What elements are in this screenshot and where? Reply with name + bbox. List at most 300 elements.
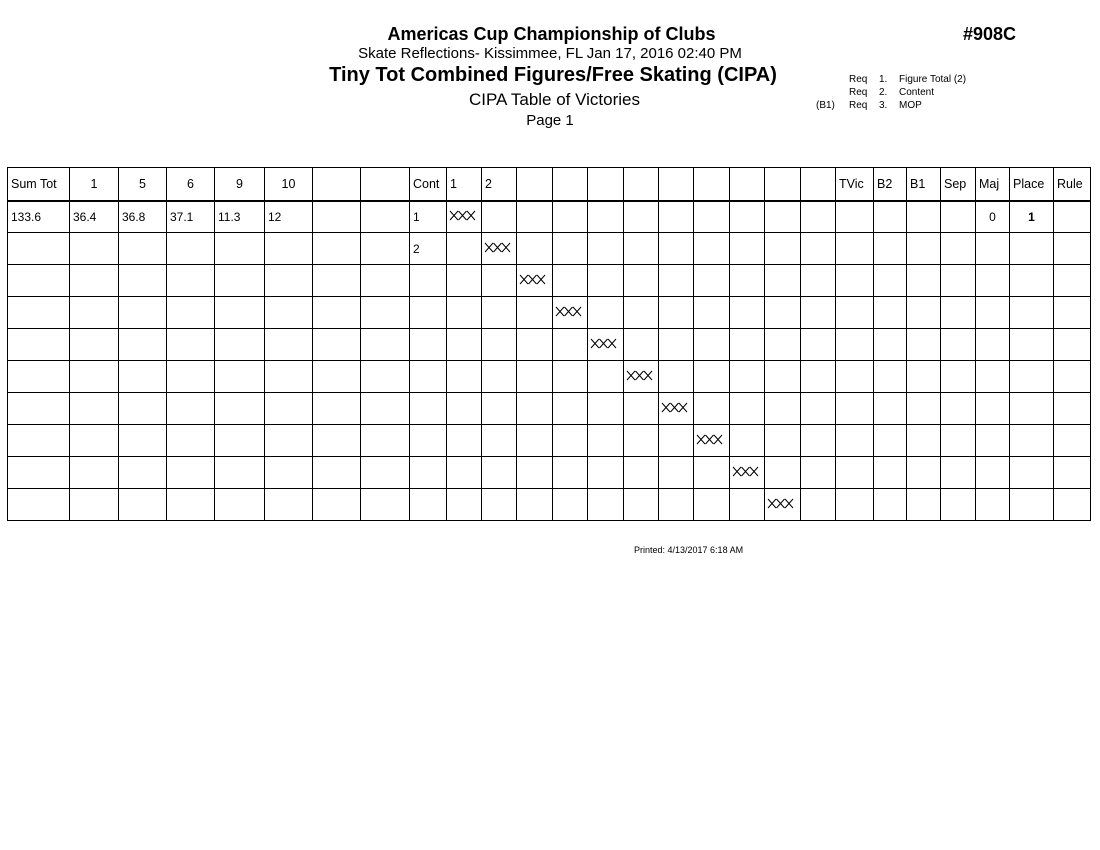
table-cell xyxy=(167,297,215,329)
table-cell xyxy=(941,233,976,265)
table-row xyxy=(8,297,1091,329)
table-cell xyxy=(976,329,1010,361)
table-cell xyxy=(730,201,765,233)
table-cell xyxy=(694,361,730,393)
table-cell xyxy=(588,265,624,297)
table-cell xyxy=(410,329,447,361)
table-cell xyxy=(874,201,907,233)
table-cell xyxy=(8,393,70,425)
table-cell xyxy=(265,489,313,521)
table-cell xyxy=(1010,329,1054,361)
table-cell xyxy=(694,457,730,489)
table-cell xyxy=(482,297,517,329)
table-cell xyxy=(765,393,801,425)
table-cell xyxy=(659,265,694,297)
table-name: CIPA Table of Victories xyxy=(468,90,641,109)
table-cell xyxy=(8,233,70,265)
table-cell xyxy=(659,457,694,489)
table-cell xyxy=(119,393,167,425)
table-cell xyxy=(907,425,941,457)
table-cell xyxy=(588,425,624,457)
column-header xyxy=(694,168,730,201)
table-cell xyxy=(694,489,730,521)
table-cell xyxy=(517,201,553,233)
table-cell xyxy=(694,297,730,329)
table-cell xyxy=(313,265,361,297)
column-header-6: 6 xyxy=(167,168,215,201)
table-cell xyxy=(361,329,410,361)
table-cell xyxy=(976,297,1010,329)
table-cell xyxy=(167,425,215,457)
table-cell xyxy=(976,425,1010,457)
table-cell: 36.4 xyxy=(70,201,119,233)
table-cell xyxy=(361,489,410,521)
table-cell xyxy=(730,265,765,297)
table-cell xyxy=(588,233,624,265)
table-cell xyxy=(836,265,874,297)
table-cell xyxy=(361,265,410,297)
table-cell xyxy=(836,361,874,393)
table-cell xyxy=(588,489,624,521)
table-row xyxy=(8,265,1091,297)
table-cell xyxy=(8,297,70,329)
table-cell xyxy=(1010,425,1054,457)
table-cell xyxy=(215,489,265,521)
requirement-label: Req xyxy=(849,74,868,85)
table-cell xyxy=(265,265,313,297)
table-cell xyxy=(624,329,659,361)
table-cell xyxy=(447,457,482,489)
column-header xyxy=(361,168,410,201)
table-cell xyxy=(361,297,410,329)
printed-timestamp: Printed: 4/13/2017 6:18 AM xyxy=(634,545,744,555)
table-cell xyxy=(801,201,836,233)
table-cell xyxy=(8,329,70,361)
requirement-number: 3. xyxy=(879,100,888,111)
requirement-label: Req xyxy=(849,100,868,111)
table-cell xyxy=(313,201,361,233)
table-cell xyxy=(694,265,730,297)
table-cell xyxy=(70,233,119,265)
requirement-prefix: (B1) xyxy=(816,100,835,111)
table-cell xyxy=(907,329,941,361)
table-cell xyxy=(874,425,907,457)
requirements-list xyxy=(816,73,966,112)
table-cell xyxy=(907,457,941,489)
table-cell xyxy=(1054,201,1091,233)
table-cell xyxy=(874,233,907,265)
table-row xyxy=(8,233,1091,265)
column-header xyxy=(313,168,361,201)
table-cell xyxy=(447,329,482,361)
table-cell xyxy=(588,201,624,233)
table-cell xyxy=(976,457,1010,489)
table-cell xyxy=(1010,265,1054,297)
table-cell xyxy=(8,425,70,457)
table-cell xyxy=(215,297,265,329)
table-cell xyxy=(836,201,874,233)
requirement-prefix xyxy=(816,73,849,86)
table-row xyxy=(8,457,1091,489)
table-cell xyxy=(694,233,730,265)
table-cell xyxy=(801,361,836,393)
table-cell xyxy=(482,489,517,521)
column-header-b2: B2 xyxy=(874,168,907,201)
table-cell xyxy=(588,393,624,425)
table-cell xyxy=(1054,297,1091,329)
self-comparison-cell xyxy=(730,457,765,489)
table-cell xyxy=(801,329,836,361)
column-header-10: 10 xyxy=(265,168,313,201)
requirement-prefix xyxy=(816,86,849,99)
table-cell xyxy=(517,489,553,521)
table-cell xyxy=(410,425,447,457)
requirement-item xyxy=(816,99,966,112)
table-cell xyxy=(624,233,659,265)
table-cell xyxy=(265,393,313,425)
table-cell xyxy=(659,425,694,457)
column-header xyxy=(765,168,801,201)
table-cell xyxy=(1010,297,1054,329)
column-header xyxy=(659,168,694,201)
report-subtitle: Skate Reflections- Kissimmee, FL Jan 17, 2016 02:40 PM xyxy=(358,45,742,62)
self-comparison-cell xyxy=(447,201,482,233)
table-cell xyxy=(836,457,874,489)
table-cell xyxy=(730,233,765,265)
table-cell xyxy=(313,425,361,457)
table-cell xyxy=(1054,393,1091,425)
table-cell xyxy=(801,393,836,425)
table-row xyxy=(8,201,1091,233)
table-cell: 11.3 xyxy=(215,201,265,233)
table-cell xyxy=(361,425,410,457)
table-cell xyxy=(941,425,976,457)
table-cell xyxy=(265,361,313,393)
table-cell xyxy=(167,393,215,425)
column-header-sum-tot: Sum Tot xyxy=(8,168,70,201)
table-cell xyxy=(1054,233,1091,265)
table-cell xyxy=(313,361,361,393)
requirement-item xyxy=(816,73,966,86)
table-cell xyxy=(447,393,482,425)
table-cell xyxy=(1054,489,1091,521)
table-cell xyxy=(730,361,765,393)
table-cell xyxy=(361,201,410,233)
column-header-2: 2 xyxy=(482,168,517,201)
page-number: Page 1 xyxy=(526,112,574,129)
table-cell xyxy=(765,425,801,457)
table-cell xyxy=(447,297,482,329)
table-cell xyxy=(215,393,265,425)
table-row xyxy=(8,329,1091,361)
table-cell xyxy=(70,361,119,393)
table-cell xyxy=(313,489,361,521)
table-cell xyxy=(410,297,447,329)
table-cell xyxy=(517,233,553,265)
table-cell xyxy=(215,233,265,265)
table-cell xyxy=(730,297,765,329)
table-cell xyxy=(836,297,874,329)
table-cell xyxy=(517,329,553,361)
cross-hatch-mark xyxy=(696,434,723,448)
table-cell xyxy=(765,297,801,329)
self-comparison-cell xyxy=(624,361,659,393)
cross-hatch-mark xyxy=(555,306,582,320)
table-cell xyxy=(694,201,730,233)
event-name: Tiny Tot Combined Figures/Free Skating (CIPA) xyxy=(329,64,777,86)
column-header-maj: Maj xyxy=(976,168,1010,201)
table-cell xyxy=(447,233,482,265)
table-cell xyxy=(1054,425,1091,457)
table-header-row xyxy=(8,168,1091,201)
table-cell xyxy=(167,265,215,297)
cross-hatch-mark xyxy=(519,274,546,288)
column-header-1: 1 xyxy=(447,168,482,201)
column-header xyxy=(801,168,836,201)
table-cell xyxy=(265,297,313,329)
table-cell xyxy=(517,425,553,457)
table-cell xyxy=(907,361,941,393)
column-header xyxy=(588,168,624,201)
table-cell xyxy=(976,393,1010,425)
table-cell xyxy=(482,457,517,489)
cross-hatch-mark xyxy=(449,210,476,224)
table-cell xyxy=(941,489,976,521)
table-cell xyxy=(361,361,410,393)
table-cell xyxy=(874,329,907,361)
table-cell xyxy=(907,393,941,425)
table-cell xyxy=(659,297,694,329)
table-cell xyxy=(801,265,836,297)
self-comparison-cell xyxy=(659,393,694,425)
table-cell xyxy=(119,425,167,457)
self-comparison-cell xyxy=(588,329,624,361)
table-cell xyxy=(730,393,765,425)
table-cell xyxy=(215,329,265,361)
table-cell xyxy=(265,457,313,489)
table-cell xyxy=(694,393,730,425)
table-cell: 0 xyxy=(976,201,1010,233)
table-cell xyxy=(907,265,941,297)
table-cell: 36.8 xyxy=(119,201,167,233)
table-cell xyxy=(553,265,588,297)
cross-hatch-mark xyxy=(626,370,653,384)
table-cell xyxy=(874,297,907,329)
table-cell xyxy=(553,233,588,265)
table-cell xyxy=(801,489,836,521)
requirement-number: 1. xyxy=(879,74,888,85)
table-cell xyxy=(836,489,874,521)
table-cell xyxy=(730,489,765,521)
table-cell xyxy=(624,393,659,425)
table-cell xyxy=(976,233,1010,265)
table-cell xyxy=(410,457,447,489)
table-cell xyxy=(765,265,801,297)
table-cell xyxy=(215,361,265,393)
table-cell xyxy=(553,361,588,393)
table-cell: 1 xyxy=(1010,201,1054,233)
column-header-rule: Rule xyxy=(1054,168,1091,201)
table-cell xyxy=(941,265,976,297)
table-cell xyxy=(167,457,215,489)
table-cell xyxy=(588,297,624,329)
cross-hatch-mark xyxy=(732,466,759,480)
table-cell xyxy=(265,425,313,457)
table-cell: 1 xyxy=(410,201,447,233)
table-cell xyxy=(907,297,941,329)
table-cell xyxy=(659,361,694,393)
table-cell xyxy=(694,329,730,361)
table-cell xyxy=(447,489,482,521)
table-cell xyxy=(659,201,694,233)
table-cell xyxy=(313,233,361,265)
column-header-place: Place xyxy=(1010,168,1054,201)
table-cell xyxy=(976,361,1010,393)
cross-hatch-mark xyxy=(767,498,794,512)
table-cell xyxy=(313,457,361,489)
table-cell xyxy=(659,489,694,521)
table-cell xyxy=(167,361,215,393)
table-cell xyxy=(361,393,410,425)
table-cell xyxy=(1054,265,1091,297)
table-cell: 37.1 xyxy=(167,201,215,233)
table-cell xyxy=(553,393,588,425)
self-comparison-cell xyxy=(517,265,553,297)
table-cell xyxy=(447,425,482,457)
table-cell xyxy=(659,233,694,265)
table-cell xyxy=(1054,361,1091,393)
table-row xyxy=(8,393,1091,425)
table-cell xyxy=(70,329,119,361)
table-cell xyxy=(1010,393,1054,425)
table-cell xyxy=(765,457,801,489)
table-cell xyxy=(410,265,447,297)
table-cell xyxy=(167,489,215,521)
table-cell xyxy=(361,457,410,489)
requirement-label: Req xyxy=(849,87,868,98)
table-cell xyxy=(1054,329,1091,361)
table-cell xyxy=(836,233,874,265)
table-cell xyxy=(836,329,874,361)
table-cell xyxy=(482,393,517,425)
table-cell xyxy=(765,329,801,361)
cross-hatch-mark xyxy=(661,402,688,416)
table-row xyxy=(8,489,1091,521)
requirement-number: 2. xyxy=(879,87,888,98)
table-cell xyxy=(1010,457,1054,489)
table-cell xyxy=(553,457,588,489)
table-cell xyxy=(553,425,588,457)
table-cell: 133.6 xyxy=(8,201,70,233)
table-cell xyxy=(517,457,553,489)
table-cell xyxy=(167,329,215,361)
table-cell xyxy=(447,265,482,297)
table-cell xyxy=(941,297,976,329)
table-cell: 12 xyxy=(265,201,313,233)
table-cell xyxy=(941,393,976,425)
table-cell xyxy=(874,457,907,489)
table-cell xyxy=(836,425,874,457)
table-cell xyxy=(907,489,941,521)
table-cell xyxy=(167,233,215,265)
table-row xyxy=(8,425,1091,457)
column-header xyxy=(624,168,659,201)
table-cell xyxy=(265,329,313,361)
table-cell xyxy=(517,361,553,393)
self-comparison-cell xyxy=(553,297,588,329)
table-cell xyxy=(624,265,659,297)
table-cell xyxy=(119,265,167,297)
table-cell xyxy=(482,361,517,393)
table-cell xyxy=(70,457,119,489)
table-cell xyxy=(801,457,836,489)
table-cell xyxy=(70,265,119,297)
table-cell xyxy=(119,329,167,361)
table-cell xyxy=(765,201,801,233)
table-cell xyxy=(410,393,447,425)
table-cell xyxy=(765,233,801,265)
table-cell xyxy=(874,361,907,393)
table-cell xyxy=(8,489,70,521)
table-cell xyxy=(801,425,836,457)
cross-hatch-mark xyxy=(484,242,511,256)
table-cell xyxy=(801,297,836,329)
self-comparison-cell xyxy=(765,489,801,521)
table-cell xyxy=(215,457,265,489)
table-cell xyxy=(215,425,265,457)
cross-hatch-mark xyxy=(590,338,617,352)
requirement-item xyxy=(816,86,966,99)
table-cell: 2 xyxy=(410,233,447,265)
table-cell xyxy=(8,361,70,393)
requirement-text: Content xyxy=(899,87,935,98)
table-cell xyxy=(265,233,313,265)
table-cell xyxy=(517,297,553,329)
table-cell xyxy=(70,489,119,521)
table-cell xyxy=(553,329,588,361)
self-comparison-cell xyxy=(482,233,517,265)
column-header-9: 9 xyxy=(215,168,265,201)
table-cell xyxy=(730,425,765,457)
column-header-sep: Sep xyxy=(941,168,976,201)
table-cell xyxy=(313,329,361,361)
report-title: Americas Cup Championship of Clubs xyxy=(387,24,716,44)
table-cell xyxy=(659,329,694,361)
table-cell xyxy=(410,361,447,393)
table-cell xyxy=(215,265,265,297)
requirement-text: MOP xyxy=(899,100,922,111)
column-header xyxy=(517,168,553,201)
table-cell xyxy=(836,393,874,425)
table-cell xyxy=(119,297,167,329)
column-header-5: 5 xyxy=(119,168,167,201)
self-comparison-cell xyxy=(694,425,730,457)
table-cell xyxy=(941,361,976,393)
column-header-tvic: TVic xyxy=(836,168,874,201)
table-cell xyxy=(517,393,553,425)
table-cell xyxy=(1054,457,1091,489)
table-cell xyxy=(447,361,482,393)
table-cell xyxy=(70,297,119,329)
table-cell xyxy=(624,297,659,329)
column-header xyxy=(553,168,588,201)
table-cell xyxy=(482,425,517,457)
table-cell xyxy=(976,265,1010,297)
table-cell xyxy=(482,265,517,297)
column-header-cont: Cont xyxy=(410,168,447,201)
column-header xyxy=(730,168,765,201)
table-cell xyxy=(1010,489,1054,521)
